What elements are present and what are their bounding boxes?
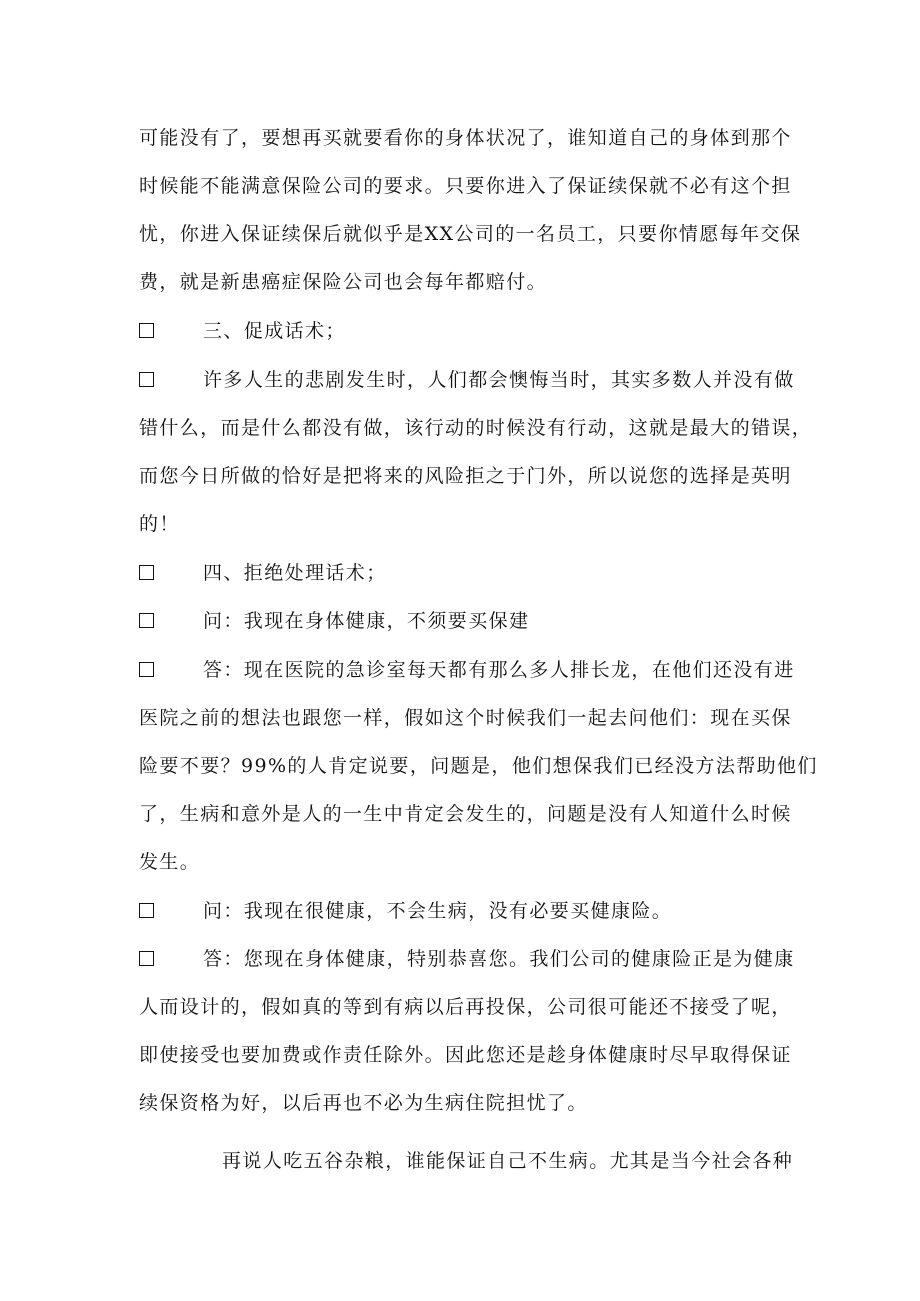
answer-line: 人而设计的，假如真的等到有病以后再投保，公司很可能还不接受了呢，	[139, 996, 792, 1018]
checkbox-icon	[139, 903, 154, 918]
checkbox-icon	[139, 662, 154, 677]
answer-line: 医院之前的想法也跟您一样，假如这个时候我们一起去问他们：现在买保	[139, 707, 792, 729]
paragraph-line: 错什么，而是什么都没有做，该行动的时候没有行动，这就是最大的错误，	[139, 417, 813, 439]
answer-line: 发生。	[139, 851, 201, 873]
closing-line: 再说人吃五谷杂粮，谁能保证自己不生病。尤其是当今社会各种	[222, 1150, 794, 1172]
question-line: 问：我现在很健康，不会生病，没有必要买健康险。	[203, 900, 673, 922]
answer-line: 答：现在医院的急诊室每天都有那么多人排长龙，在他们还没有进	[203, 659, 795, 681]
paragraph-line: 费，就是新患癌症保险公司也会每年都赔付。	[139, 271, 548, 293]
answer-line: 续保资格为好，以后再也不必为生病住院担忧了。	[139, 1092, 588, 1114]
checkbox-icon	[139, 372, 154, 387]
checkbox-icon	[139, 951, 154, 966]
paragraph-line: 的！	[139, 513, 180, 535]
section-heading: 三、促成话术；	[203, 320, 346, 342]
checkbox-icon	[139, 565, 154, 580]
paragraph-line: 时候能不能满意保险公司的要求。只要你进入了保证续保就不必有这个担	[139, 175, 792, 197]
section-heading: 四、拒绝处理话术；	[203, 562, 387, 584]
answer-line: 了，生病和意外是人的一生中肯定会发生的，问题是没有人知道什么时候	[139, 803, 792, 825]
checkbox-icon	[139, 323, 154, 338]
paragraph-line: 可能没有了，要想再买就要看你的身体状况了，谁知道自己的身体到那个	[139, 127, 792, 149]
answer-line: 即使接受也要加费或作责任除外。因此您还是趁身体健康时尽早取得保证	[139, 1044, 792, 1066]
checkbox-icon	[139, 613, 154, 628]
paragraph-line: 而您今日所做的恰好是把将来的风险拒之于门外，所以说您的选择是英明	[139, 465, 792, 487]
answer-line: 答：您现在身体健康，特别恭喜您。我们公司的健康险正是为健康	[203, 948, 795, 970]
paragraph-line: 许多人生的悲剧发生时，人们都会懊悔当时，其实多数人并没有做	[203, 369, 795, 391]
question-line: 问：我现在身体健康，不须要买保建	[203, 610, 530, 632]
answer-line: 险要不要？99%的人肯定说要，问题是，他们想保我们已经没方法帮助他们	[139, 755, 818, 777]
paragraph-line: 忧，你进入保证续保后就似乎是XX公司的一名员工，只要你情愿每年交保	[139, 223, 802, 245]
